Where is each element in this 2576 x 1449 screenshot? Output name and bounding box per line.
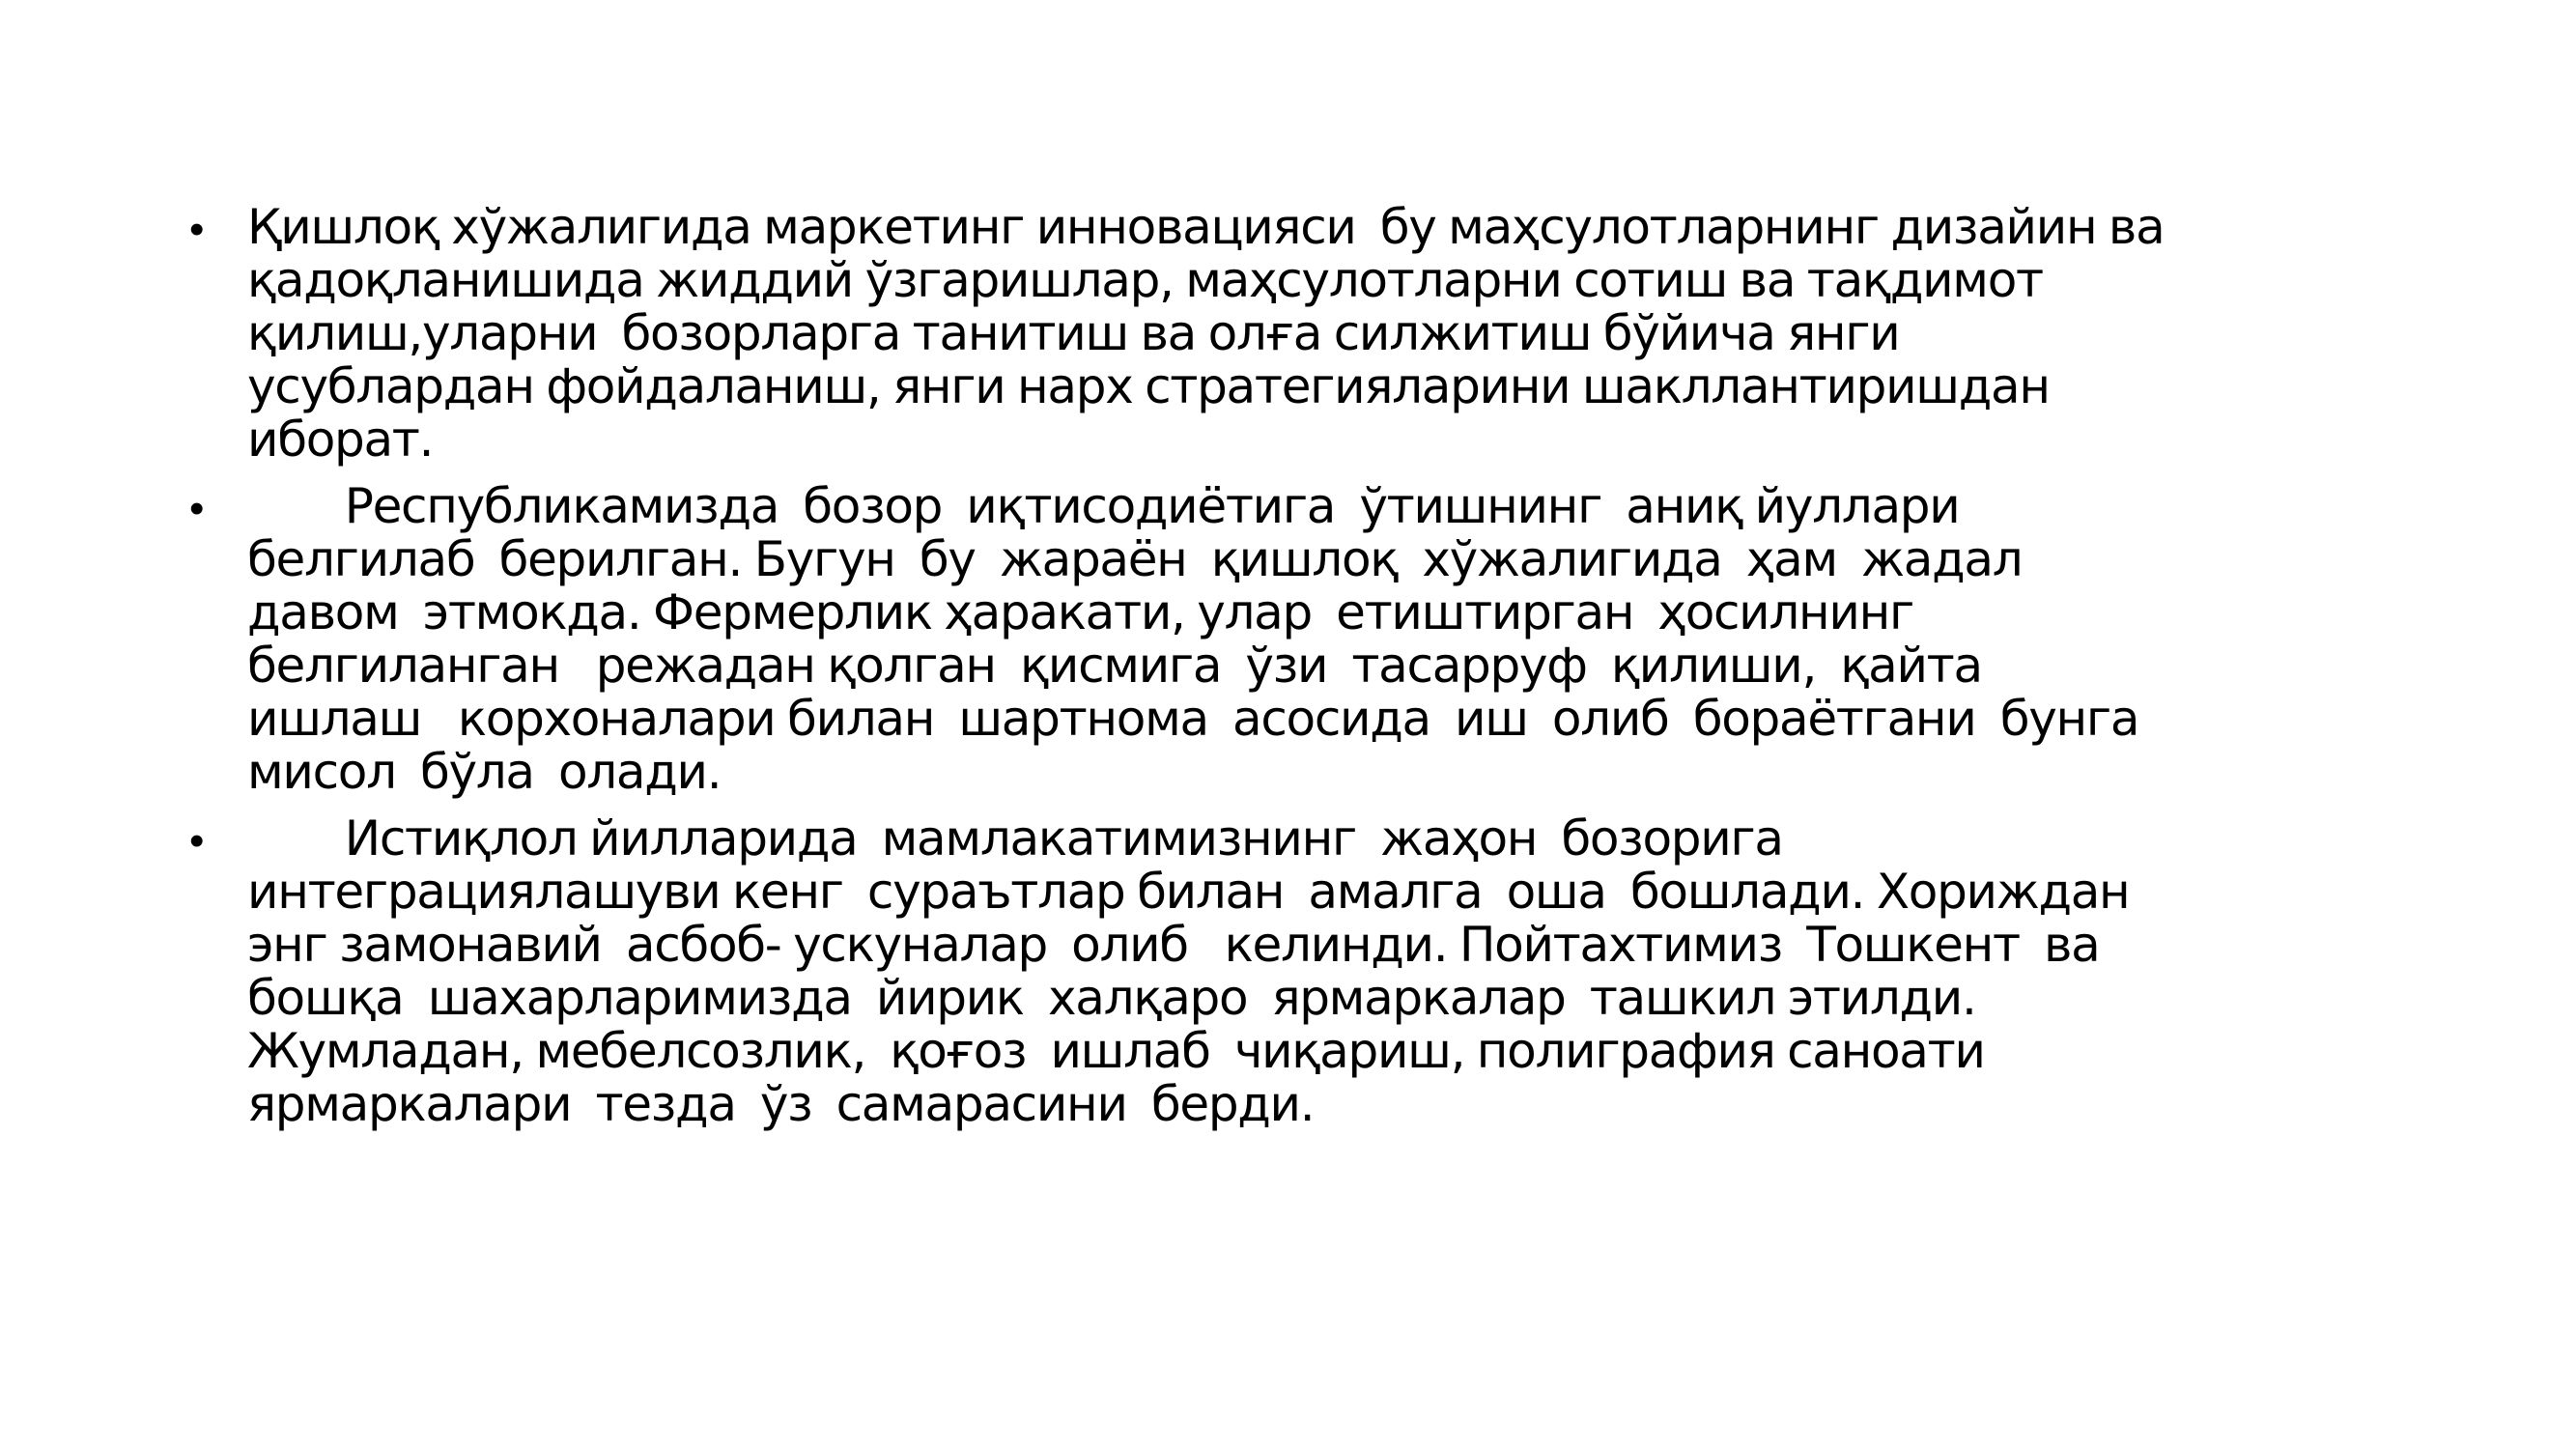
paragraph-line: иборат. (247, 412, 434, 468)
bullet-item-marketing-innovation (184, 201, 2405, 467)
paragraph-line: қилиш,уларни бозорларга танитиш ва олға силжитиш бўйича янги (247, 305, 1900, 361)
paragraph-line: ишлаш корхоналари билан шартнома асосида иш олиб бораётгани бунга (247, 691, 2139, 747)
paragraph-line: бошқа шахарларимизда йирик халқаро ярмаркалар ташкил этилди. (247, 970, 1976, 1026)
paragraph-line: давом этмокда. Фермерлик ҳаракати, улар етиштирган ҳосилнинг (247, 584, 1913, 640)
paragraph-line: белгилаб берилган. Бугун бу жараён қишлоқ хўжалигида ҳам жадал (247, 531, 2023, 587)
bullet-dot: • (189, 206, 205, 253)
bullet-dot: • (189, 485, 205, 532)
paragraph-line: белгиланган режадан қолган қисмига ўзи тасарруф қилиши, қайта (247, 638, 1982, 694)
paragraph-line: энг замонавий асбоб- ускуналар олиб келинди. Пойтахтимиз Тошкент ва (247, 917, 2100, 973)
paragraph-line: ярмаркалари тезда ўз самарасини берди. (247, 1076, 1315, 1132)
paragraph-line: интеграциялашуви кенг сураътлар билан амалга оша бошлади. Хориждан (247, 864, 2130, 920)
paragraph-line: қадоқланишида жиддий ўзгаришлар, маҳсулотларни сотиш ва тақдимот (247, 252, 2043, 308)
paragraph-line: Истиқлол йилларида мамлакатимизнинг жаҳон бозорига (247, 810, 1783, 867)
paragraph-line: Республикамизда бозор иқтисодиётига ўтишнинг аниқ йуллари (247, 478, 1960, 534)
paragraph-line: Жумладан, мебелсозлик, қоғоз ишлаб чиқариш, полиграфия саноати (247, 1023, 1985, 1079)
bullet-list (184, 201, 2405, 1145)
bullet-dot: • (189, 817, 205, 865)
paragraph-line: Қишлоқ хўжалигида маркетинг инновацияси бу маҳсулотларнинг дизайин ва (247, 199, 2165, 255)
paragraph-line: усублардан фойдаланиш, янги нарх стратегияларини шакллантиришдан (247, 358, 2050, 414)
paragraph-line: мисол бўла олади. (247, 744, 722, 800)
bullet-item-market-economy (184, 480, 2405, 799)
bullet-item-independence-integration (184, 812, 2405, 1131)
